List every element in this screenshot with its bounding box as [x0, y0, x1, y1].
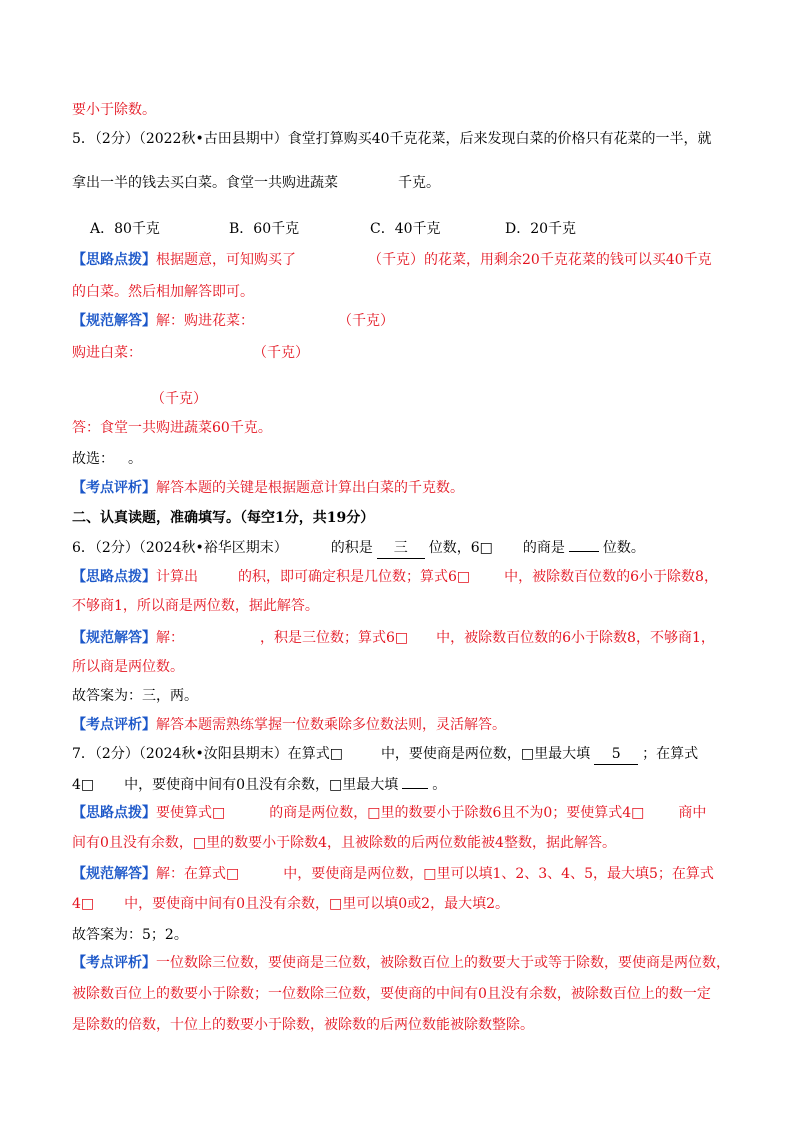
- q6-stem-line: [72, 538, 645, 559]
- q7-hint-line-1: [72, 803, 706, 823]
- q6-hint-tag: 【思路点拨】: [72, 569, 156, 585]
- q7-stem-text-5: 中，要使商中间有0且没有余数，□里最大填: [124, 777, 399, 793]
- q6-solution-tag: 【规范解答】: [72, 630, 156, 646]
- q7-stem-text-3: ；在算式: [642, 746, 699, 762]
- q5-stem-line-1: 5．（2分）（2022秋•古田县期中）食堂打算购买40千克花菜，后来发现白菜的价格只有花菜的一半，就: [72, 131, 712, 147]
- q5-hint-text-2: （千克）的花菜，用剩余20千克花菜的钱可以买40千克: [368, 252, 712, 268]
- q6-stem-text-5: 位数。: [602, 540, 645, 556]
- q5-hint-tag: 【思路点拨】: [72, 252, 156, 268]
- q5-choice-label: 故选：: [72, 451, 114, 467]
- section-2-title: 二、认真读题，准确填写。（每空1分，共19分）: [72, 510, 375, 526]
- q7-solution-line-1: [72, 864, 714, 884]
- q7-hint-text-1: 要使算式□: [156, 805, 226, 821]
- q5-hint-line-2: 的白菜。然后相加解答即可。: [72, 284, 254, 300]
- q5-eval-line: [72, 478, 464, 498]
- q7-solution-line-2: [72, 894, 509, 914]
- q5-solution-text-2: 购进白菜：: [72, 345, 142, 361]
- q6-solution-text-2: ，积是三位数；算式6□: [260, 630, 409, 646]
- q7-hint-text-3: 商中: [678, 805, 707, 821]
- q5-hint-line-1: [72, 250, 712, 270]
- q7-eval-line-2: 被除数百位上的数要小于除数；一位数除三位数，要使商的中间有0且没有余数，被除数百位上的数一定: [72, 986, 711, 1002]
- q5-solution-line-4: 答：食堂一共购进蔬菜60千克。: [72, 420, 272, 436]
- q6-hint-text-3: 中，被除数百位数的6小于除数8，: [504, 569, 718, 585]
- q7-blank-2[interactable]: [402, 788, 428, 789]
- q6-eval-tag: 【考点评析】: [72, 717, 156, 733]
- q6-blank-1[interactable]: 三: [377, 538, 425, 559]
- q5-option-b[interactable]: B．60千克: [229, 221, 300, 237]
- q6-hint-line-1: [72, 567, 718, 587]
- q7-stem-line-2: [72, 775, 446, 795]
- q5-stem-text: 拿出一半的钱去买白菜。食堂一共购进蔬菜: [72, 175, 338, 191]
- q7-eval-text-1: 一位数除三位数，要使商是三位数，被除数百位上的数要大于或等于除数，要使商是两位数，: [156, 955, 730, 971]
- q6-stem-text-3: 位数，6□: [428, 540, 493, 556]
- q5-solution-line-1: [72, 311, 394, 331]
- q5-option-a[interactable]: A．80千克: [90, 221, 160, 237]
- q5-stem-line-2: [72, 173, 440, 193]
- q6-hint-text-2: 的积，即可确定积是几位数；算式6□: [238, 569, 471, 585]
- q6-stem-text-1: 6．（2分）（2024秋•裕华区期末）: [72, 540, 288, 556]
- q7-stem-text-1: 7．（2分）（2024秋•汝阳县期末）在算式□: [72, 746, 343, 762]
- q7-stem-text-4: 4□: [72, 777, 95, 793]
- q7-stem-text-6: 。: [432, 777, 447, 793]
- q5-solution-unit-2: （千克）: [253, 345, 309, 361]
- q7-hint-tag: 【思路点拨】: [72, 805, 156, 821]
- q6-eval-line: [72, 715, 506, 735]
- q6-eval-text: 解答本题需熟练掌握一位数乘除多位数法则，灵活解答。: [156, 717, 506, 733]
- q7-eval-line-3: 是除数的倍数，十位上的数要小于除数，被除数的后两位数能被除数整除。: [72, 1017, 534, 1033]
- q6-solution-line-2: 所以商是两位数。: [72, 659, 184, 675]
- q5-choice-line: [72, 449, 142, 469]
- q5-solution-line-3: （千克）: [151, 391, 207, 407]
- q5-stem-unit: 千克。: [398, 175, 440, 191]
- q7-eval-line-1: [72, 953, 730, 973]
- q7-stem-line-1: [72, 744, 698, 765]
- q7-eval-tag: 【考点评析】: [72, 955, 156, 971]
- q6-hint-text-1: 计算出: [156, 569, 198, 585]
- q5-solution-line-2: [72, 343, 309, 363]
- q5-eval-tag: 【考点评析】: [72, 480, 156, 496]
- q7-blank-1[interactable]: 5: [594, 744, 638, 765]
- q6-solution-text-3: 中，被除数百位数的6小于除数8，不够商1，: [436, 630, 715, 646]
- q7-stem-text-2: 中，要使商是两位数，□里最大填: [380, 746, 591, 762]
- q4-tail-text: 要小于除数。: [72, 102, 156, 118]
- q6-hint-line-2: 不够商1，所以商是两位数，据此解答。: [72, 598, 319, 614]
- q7-hint-line-2: 间有0且没有余数，□里的数要小于除数4，且被除数的后两位数能被4整数，据此解答。: [72, 835, 616, 851]
- q5-solution-text-1: 解：购进花菜：: [156, 313, 254, 329]
- q5-eval-text: 解答本题的关键是根据题意计算出白菜的千克数。: [156, 480, 464, 496]
- q5-choice-end: 。: [128, 451, 142, 467]
- q5-options: [90, 219, 576, 239]
- q7-solution-tag: 【规范解答】: [72, 866, 156, 882]
- q5-hint-text-1: 根据题意，可知购买了: [156, 252, 296, 268]
- q7-solution-text-2: 中，要使商是两位数，□里可以填1、2、3、4、5，最大填5；在算式: [283, 866, 714, 882]
- q6-stem-text-4: 的商是: [522, 540, 565, 556]
- q7-answer-line: 故答案为：5；2。: [72, 927, 188, 943]
- q7-hint-text-2: 的商是两位数，□里的数要小于除数6且不为0；要使算式4□: [269, 805, 645, 821]
- q5-option-c[interactable]: C．40千克: [370, 221, 441, 237]
- q6-stem-text-2: 的积是: [330, 540, 373, 556]
- q7-solution-text-1: 解：在算式□: [156, 866, 240, 882]
- q7-solution-text-4: 中，要使商中间有0且没有余数，□里可以填0或2，最大填2。: [124, 896, 509, 912]
- q6-blank-2[interactable]: [569, 551, 599, 552]
- q5-solution-unit-1: （千克）: [338, 313, 394, 329]
- q5-option-d[interactable]: D．20千克: [505, 221, 577, 237]
- q7-solution-text-3: 4□: [72, 896, 95, 912]
- q6-solution-text-1: 解：: [156, 630, 184, 646]
- q6-answer-line: 故答案为：三，两。: [72, 688, 198, 704]
- q5-solution-tag: 【规范解答】: [72, 313, 156, 329]
- q6-solution-line-1: [72, 628, 715, 648]
